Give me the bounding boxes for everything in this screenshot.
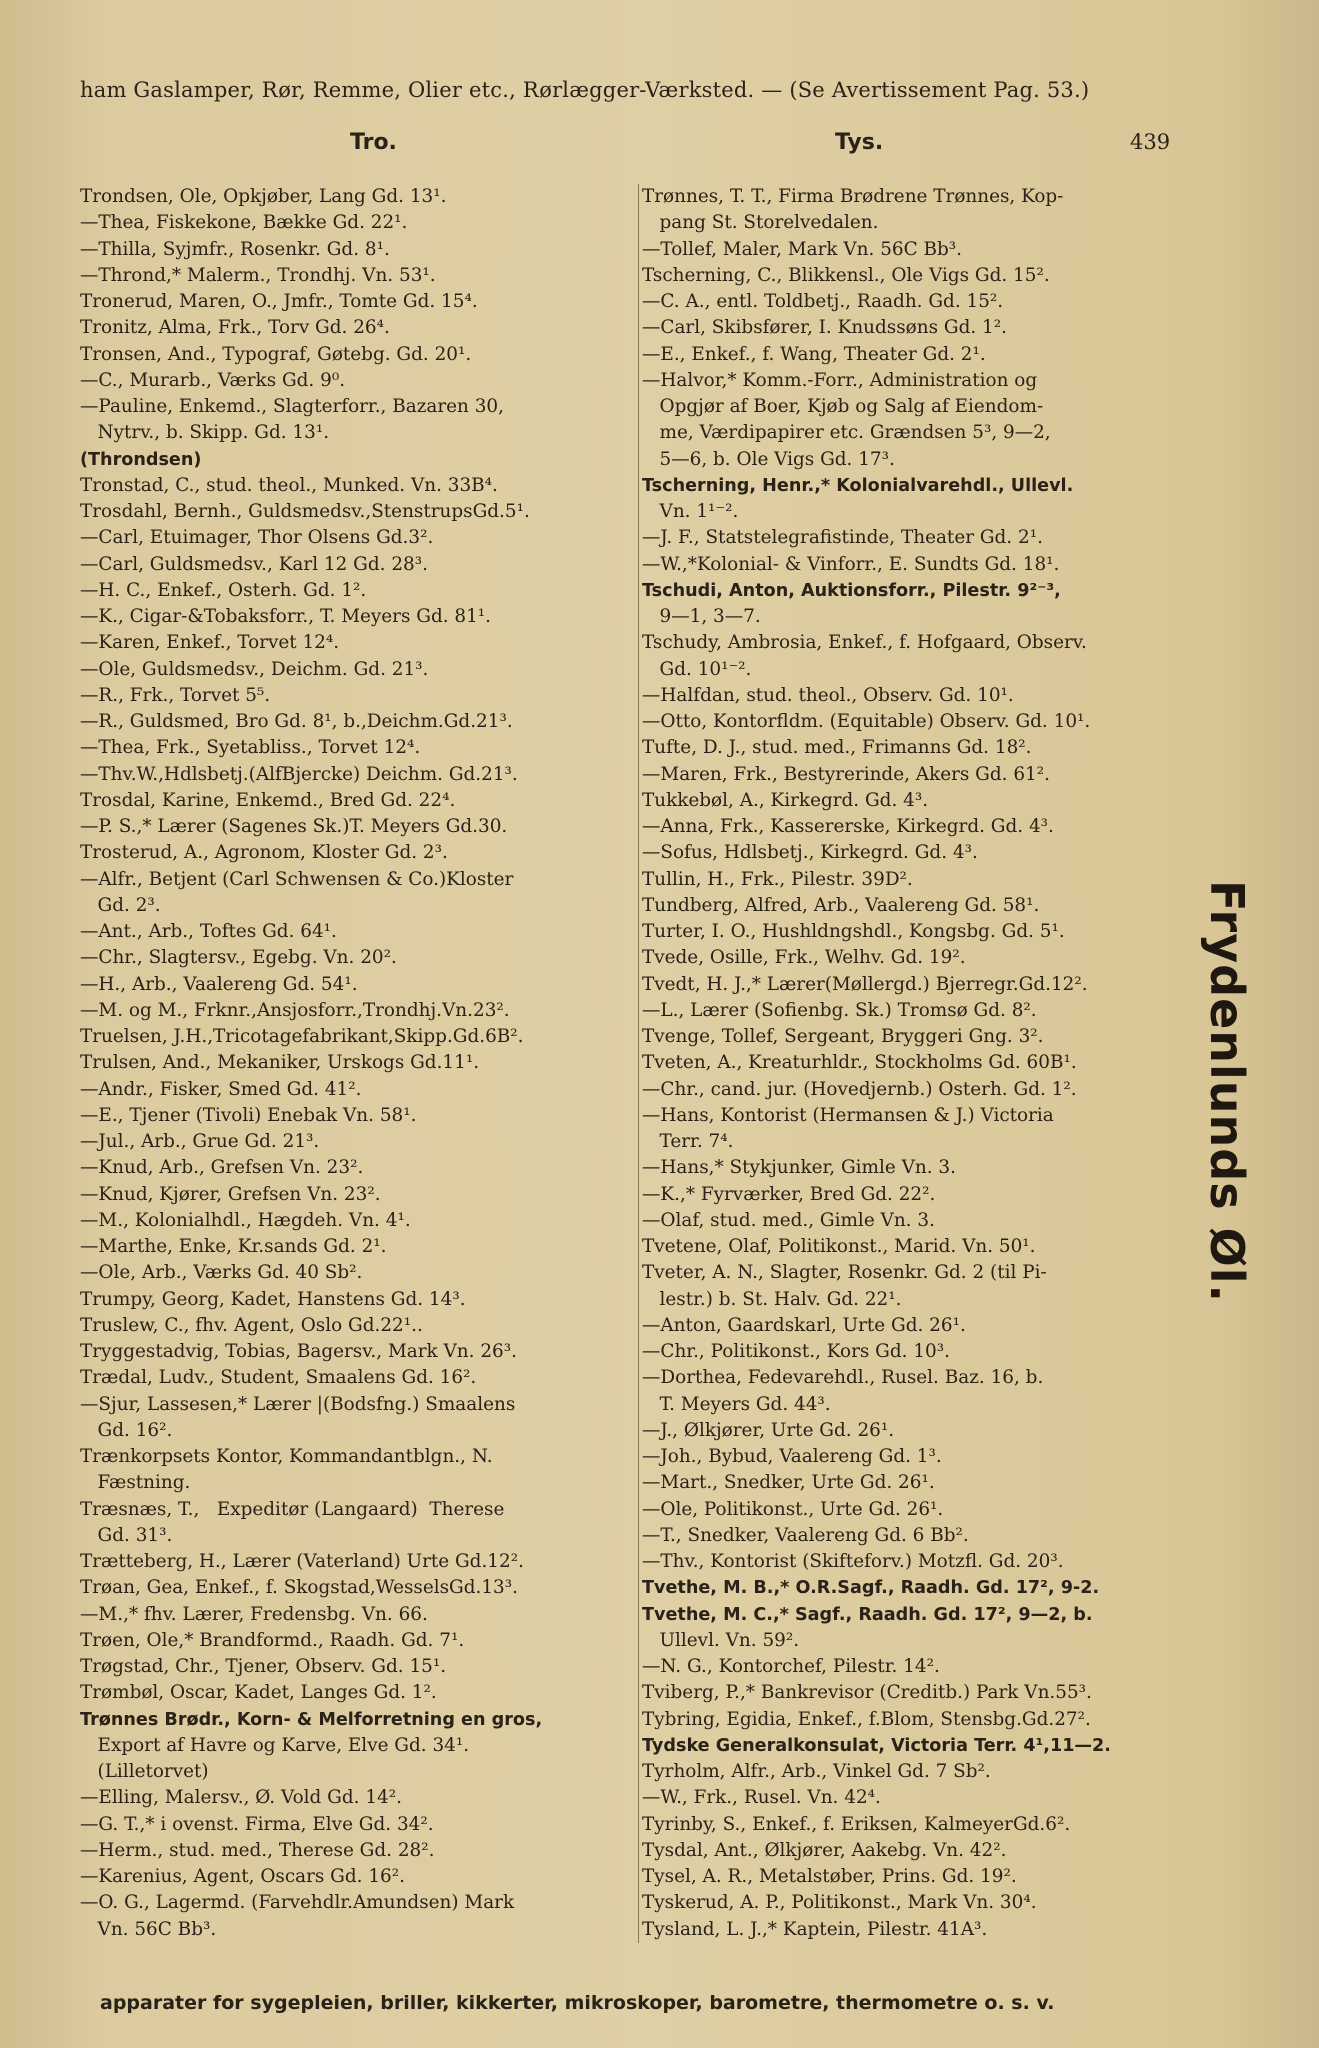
directory-entry: Tvedt, H. J.,* Lærer(Møllergd.) Bjerregr.Gd.12². xyxy=(642,973,1088,995)
directory-entry: Export af Havre og Karve, Elve Gd. 34¹. xyxy=(80,1734,470,1756)
directory-entry: —Pauline, Enkemd., Slagterforr., Bazaren 30, xyxy=(80,396,504,417)
directory-entry: Tvede, Osille, Frk., Welhv. Gd. 19². xyxy=(642,947,966,969)
directory-entry: —Halvor,* Komm.-Forr., Administration og xyxy=(642,369,1038,391)
directory-entry: —W., Frk., Rusel. Vn. 42⁴. xyxy=(642,1787,881,1809)
directory-entry: Tybring, Egidia, Enkef., f.Blom, Stensbg.Gd.27². xyxy=(642,1708,1091,1730)
directory-entry: —Thv., Kontorist (Skifteforv.) Motzfl. Gd. 20³. xyxy=(642,1551,1064,1572)
directory-entry: —Herm., stud. med., Therese Gd. 28². xyxy=(80,1839,435,1861)
directory-entry: Tronitz, Alma, Frk., Torv Gd. 26⁴. xyxy=(80,317,390,339)
directory-entry: Tscherning, C., Blikkensl., Ole Vigs Gd. 15². xyxy=(642,264,1050,286)
directory-entry: —Andr., Fisker, Smed Gd. 41². xyxy=(80,1078,362,1100)
directory-entry: Trøen, Ole,* Brandformd., Raadh. Gd. 7¹. xyxy=(80,1629,465,1651)
directory-entry: Trumpy, Georg, Kadet, Hanstens Gd. 14³. xyxy=(80,1288,466,1310)
directory-entry: —W.,*Kolonial- & Vinforr., E. Sundts Gd. 18¹. xyxy=(642,553,1060,575)
directory-entry: —P. S.,* Lærer (Sagenes Sk.)T. Meyers Gd.30. xyxy=(80,816,508,837)
directory-entry: Tveter, A. N., Slagter, Rosenkr. Gd. 2 (til Pi- xyxy=(642,1262,1047,1284)
directory-entry: —Maren, Frk., Bestyrerinde, Akers Gd. 61². xyxy=(642,763,1050,785)
directory-entry: —Ole, Arb., Værks Gd. 40 Sb². xyxy=(80,1262,363,1284)
directory-entry: Tyrinby, S., Enkef., f. Eriksen, KalmeyerGd.6². xyxy=(642,1813,1071,1835)
directory-entry: —Ole, Guldsmedsv., Deichm. Gd. 21³. xyxy=(80,658,429,680)
left-column xyxy=(80,184,635,1943)
directory-entry: —Jul., Arb., Grue Gd. 21³. xyxy=(80,1131,320,1152)
directory-entry: —Alfr., Betjent (Carl Schwensen & Co.)Kloster xyxy=(80,868,514,890)
directory-entry: Tysland, L. J.,* Kaptein, Pilestr. 41A³. xyxy=(642,1918,988,1940)
directory-entry: Trosterud, A., Agronom, Kloster Gd. 2³. xyxy=(80,842,448,864)
directory-entry: Trønnes, T. T., Firma Brødrene Trønnes, Kop- xyxy=(642,186,1064,207)
directory-entry: (Throndsen) xyxy=(80,449,202,470)
side-advertisement: Frydenlunds Øl. xyxy=(1200,880,1254,1303)
directory-entry: —Thea, Fiskekone, Bække Gd. 22¹. xyxy=(80,212,408,234)
directory-entry: Trulsen, And., Mekaniker, Urskogs Gd.11¹. xyxy=(80,1052,480,1074)
directory-entry: —O. G., Lagermd. (Farvehdlr.Amundsen) Mark xyxy=(80,1892,515,1914)
directory-entry: Tschudi, Anton, Auktionsforr., Pilestr. 9²⁻³, xyxy=(642,580,1061,601)
directory-entry: —Karenius, Agent, Oscars Gd. 16². xyxy=(80,1866,405,1887)
directory-entry: —Ant., Arb., Toftes Gd. 64¹. xyxy=(80,921,337,942)
directory-entry: Tryggestadvig, Tobias, Bagersv., Mark Vn. 26³. xyxy=(80,1341,517,1362)
directory-entry: pang St. Storelvedalen. xyxy=(642,212,879,234)
directory-entry: —E., Enkef., f. Wang, Theater Gd. 2¹. xyxy=(642,343,986,365)
directory-entry: 5—6, b. Ole Vigs Gd. 17³. xyxy=(642,448,895,470)
directory-entry: Truelsen, J.H.,Tricotagefabrikant,Skipp.Gd.6B². xyxy=(80,1026,524,1047)
directory-entry: Trøgstad, Chr., Tjener, Observ. Gd. 15¹. xyxy=(80,1656,447,1677)
directory-entry: —K.,* Fyrværker, Bred Gd. 22². xyxy=(642,1183,936,1205)
directory-entry: Trønnes Brødr., Korn- & Melforretning en gros, xyxy=(80,1709,543,1730)
directory-entry: —T., Snedker, Vaalereng Gd. 6 Bb². xyxy=(642,1524,969,1546)
directory-entry: Tyskerud, A. P., Politikonst., Mark Vn. 30⁴. xyxy=(642,1892,1037,1914)
directory-entry: Nytrv., b. Skipp. Gd. 13¹. xyxy=(80,422,330,444)
directory-entry: —Anton, Gaardskarl, Urte Gd. 26¹. xyxy=(642,1314,966,1336)
directory-entry: Trosdahl, Bernh., Guldsmedsv.,StenstrupsGd.5¹. xyxy=(80,501,530,522)
directory-entry: T. Meyers Gd. 44³. xyxy=(642,1393,831,1415)
directory-entry: Opgjør af Boer, Kjøb og Salg af Eiendom- xyxy=(642,396,1044,417)
directory-entry: —M., Kolonialhdl., Hægdeh. Vn. 4¹. xyxy=(80,1209,411,1231)
directory-entry: Tufte, D. J., stud. med., Frimanns Gd. 18². xyxy=(642,737,1032,759)
directory-entry: —Tollef, Maler, Mark Vn. 56C Bb³. xyxy=(642,238,963,260)
directory-entry: Trømbøl, Oscar, Kadet, Langes Gd. 1². xyxy=(80,1682,437,1704)
top-advertisement: ham Gaslamper, Rør, Remme, Olier etc., Rørlægger-Værksted. — (Se Avertissement Pag. 53.) xyxy=(80,78,1090,102)
directory-entry: Tschudy, Ambrosia, Enkef., f. Hofgaard, Observ. xyxy=(642,632,1087,654)
directory-entry: —H. C., Enkef., Osterh. Gd. 1². xyxy=(80,579,367,601)
directory-entry: —E., Tjener (Tivoli) Enebak Vn. 58¹. xyxy=(80,1104,417,1126)
directory-entry: —Sofus, Hdlsbetj., Kirkegrd. Gd. 4³. xyxy=(642,842,978,864)
directory-entry: —C. A., entl. Toldbetj., Raadh. Gd. 15². xyxy=(642,291,1004,312)
right-column xyxy=(638,184,1202,1943)
directory-entry: Gd. 2³. xyxy=(80,894,161,916)
directory-entry: —Elling, Malersv., Ø. Vold Gd. 14². xyxy=(80,1787,402,1809)
directory-entry: —Ole, Politikonst., Urte Gd. 26¹. xyxy=(642,1498,944,1520)
directory-entry: Tvethe, M. B.,* O.R.Sagf., Raadh. Gd. 17², 9-2. xyxy=(642,1578,1100,1599)
directory-entry: Tundberg, Alfred, Arb., Vaalereng Gd. 58¹. xyxy=(642,894,1040,916)
directory-entry: —Carl, Skibsfører, I. Knudssøns Gd. 1². xyxy=(642,317,1007,339)
directory-entry: —M. og M., Frknr.,Ansjosforr.,Trondhj.Vn.23². xyxy=(80,999,510,1021)
directory-entry: Fæstning. xyxy=(80,1472,191,1494)
directory-entry: —R., Frk., Torvet 5⁵. xyxy=(80,684,271,706)
directory-entry: —M.,* fhv. Lærer, Fredensbg. Vn. 66. xyxy=(80,1603,428,1625)
directory-entry: Truslew, C., fhv. Agent, Oslo Gd.22¹.. xyxy=(80,1314,423,1336)
directory-entry: Vn. 56C Bb³. xyxy=(80,1918,217,1940)
directory-entry: Tvenge, Tollef, Sergeant, Bryggeri Gng. 3². xyxy=(642,1026,1044,1047)
directory-entry: Tukkebøl, A., Kirkegrd. Gd. 4³. xyxy=(642,789,929,811)
directory-entry: Trænkorpsets Kontor, Kommandantblgn., N. xyxy=(80,1446,493,1467)
directory-entry: —N. G., Kontorchef, Pilestr. 14². xyxy=(642,1656,940,1677)
right-column-header: Tys. xyxy=(835,130,884,155)
directory-entry: —K., Cigar-&Tobaksforr., T. Meyers Gd. 81¹. xyxy=(80,606,492,627)
directory-entry: —Mart., Snedker, Urte Gd. 26¹. xyxy=(642,1472,935,1494)
directory-entry: (Lilletorvet) xyxy=(80,1761,209,1782)
directory-entry: —Knud, Arb., Grefsen Vn. 23². xyxy=(80,1157,364,1179)
directory-entry: Tviberg, P.,* Bankrevisor (Creditb.) Park Vn.55³. xyxy=(642,1682,1092,1704)
directory-entry: Tysel, A. R., Metalstøber, Prins. Gd. 19². xyxy=(642,1866,1017,1887)
directory-entry: Tveten, A., Kreaturhldr., Stockholms Gd. 60B¹. xyxy=(642,1052,1077,1074)
directory-entry: —Otto, Kontorfldm. (Equitable) Observ. Gd. 10¹. xyxy=(642,711,1091,732)
directory-entry: Tvetene, Olaf, Politikonst., Marid. Vn. 50¹. xyxy=(642,1236,1036,1257)
directory-entry: —H., Arb., Vaalereng Gd. 54¹. xyxy=(80,973,358,995)
directory-entry: —Carl, Etuimager, Thor Olsens Gd.3². xyxy=(80,527,434,549)
directory-entry: Tydske Generalkonsulat, Victoria Terr. 4¹,11—2. xyxy=(642,1735,1111,1756)
directory-entry: Tronsen, And., Typograf, Gøtebg. Gd. 20¹. xyxy=(80,343,472,365)
directory-entry: —Halfdan, stud. theol., Observ. Gd. 10¹. xyxy=(642,684,1014,706)
directory-entry: Tysdal, Ant., Ølkjører, Aakebg. Vn. 42². xyxy=(642,1839,1007,1861)
directory-entry: Tyrholm, Alfr., Arb., Vinkel Gd. 7 Sb². xyxy=(642,1761,991,1782)
directory-entry: —J. F., Statstelegrafistinde, Theater Gd. 2¹. xyxy=(642,527,1043,549)
directory-entry: Turter, I. O., Hushldngshdl., Kongsbg. Gd. 5¹. xyxy=(642,921,1065,942)
directory-entry: —Chr., Slagtersv., Egebg. Vn. 20². xyxy=(80,947,397,969)
directory-entry: —Chr., Politikonst., Kors Gd. 10³. xyxy=(642,1341,950,1362)
directory-entry: —J., Ølkjører, Urte Gd. 26¹. xyxy=(642,1419,895,1441)
directory-entry: —G. T.,* i ovenst. Firma, Elve Gd. 34². xyxy=(80,1813,434,1835)
directory-entry: —Carl, Guldsmedsv., Karl 12 Gd. 28³. xyxy=(80,553,428,575)
directory-entry: Tronerud, Maren, O., Jmfr., Tomte Gd. 15⁴. xyxy=(80,291,478,312)
directory-entry: —Sjur, Lassesen,* Lærer |(Bodsfng.) Smaalens xyxy=(80,1393,516,1415)
directory-entry: —Knud, Kjører, Grefsen Vn. 23². xyxy=(80,1183,381,1205)
directory-entry: —Thilla, Syjmfr., Rosenkr. Gd. 8¹. xyxy=(80,238,390,260)
directory-entry: —Dorthea, Fedevarehdl., Rusel. Baz. 16, b. xyxy=(642,1367,1044,1389)
directory-entry: Terr. 7⁴. xyxy=(642,1131,734,1152)
directory-entry: —Chr., cand. jur. (Hovedjernb.) Osterh. Gd. 1². xyxy=(642,1078,1077,1100)
directory-entry: —Thv.W.,Hdlsbetj.(AlfBjercke) Deichm. Gd.21³. xyxy=(80,763,518,785)
directory-entry: 9—1, 3—7. xyxy=(642,606,761,627)
directory-entry: —L., Lærer (Sofienbg. Sk.) Tromsø Gd. 8². xyxy=(642,999,1037,1021)
directory-entry: —Joh., Bybud, Vaalereng Gd. 1³. xyxy=(642,1446,942,1467)
left-column-header: Tro. xyxy=(350,130,397,155)
directory-entry: —Marthe, Enke, Kr.sands Gd. 2¹. xyxy=(80,1236,387,1257)
directory-entry: Trætteberg, H., Lærer (Vaterland) Urte Gd.12². xyxy=(80,1551,524,1572)
directory-entry: Trosdal, Karine, Enkemd., Bred Gd. 22⁴. xyxy=(80,789,456,811)
directory-entry: —Thrond,* Malerm., Trondhj. Vn. 53¹. xyxy=(80,264,436,286)
directory-entry: —C., Murarb., Værks Gd. 9⁰. xyxy=(80,369,346,391)
directory-entry: Trøan, Gea, Enkef., f. Skogstad,WesselsGd.13³. xyxy=(80,1577,518,1599)
directory-entry: —Hans,* Stykjunker, Gimle Vn. 3. xyxy=(642,1157,956,1179)
directory-entry: Vn. 1¹⁻². xyxy=(642,501,739,522)
directory-entry: Tvethe, M. C.,* Sagf., Raadh. Gd. 17², 9—2, b. xyxy=(642,1604,1093,1625)
directory-entry: —Karen, Enkef., Torvet 12⁴. xyxy=(80,632,340,654)
directory-entry: Gd. 10¹⁻². xyxy=(642,658,752,680)
directory-entry: —Thea, Frk., Syetabliss., Torvet 12⁴. xyxy=(80,737,421,759)
directory-entry: Ullevl. Vn. 59². xyxy=(642,1629,800,1651)
directory-entry: Gd. 31³. xyxy=(80,1524,173,1546)
directory-entry: lestr.) b. St. Halv. Gd. 22¹. xyxy=(642,1288,902,1310)
bottom-advertisement: apparater for sygepleien, briller, kikkerter, mikroskoper, barometre, thermometre o. s. v. xyxy=(100,1992,1055,2014)
directory-entry: Trædal, Ludv., Student, Smaalens Gd. 16². xyxy=(80,1367,477,1389)
directory-entry: —Anna, Frk., Kassererske, Kirkegrd. Gd. 4³. xyxy=(642,816,1054,837)
directory-entry: Tullin, H., Frk., Pilestr. 39D². xyxy=(642,868,913,890)
directory-entry: —Olaf, stud. med., Gimle Vn. 3. xyxy=(642,1209,935,1231)
directory-entry: —Hans, Kontorist (Hermansen & J.) Victoria xyxy=(642,1104,1054,1126)
directory-entry: —R., Guldsmed, Bro Gd. 8¹, b.,Deichm.Gd.21³. xyxy=(80,711,513,732)
directory-entry: me, Værdipapirer etc. Grændsen 5³, 9—2, xyxy=(642,422,1051,444)
directory-entry: Trondsen, Ole, Opkjøber, Lang Gd. 13¹. xyxy=(80,186,447,207)
directory-entry: Tronstad, C., stud. theol., Munked. Vn. 33B⁴. xyxy=(80,474,498,496)
page-number: 439 xyxy=(1130,130,1171,154)
directory-entry: Gd. 16². xyxy=(80,1419,173,1441)
directory-entry: Træsnæs, T., Expeditør (Langaard) Therese xyxy=(80,1498,505,1520)
directory-entry: Tscherning, Henr.,* Kolonialvarehdl., Ullevl. xyxy=(642,475,1074,496)
